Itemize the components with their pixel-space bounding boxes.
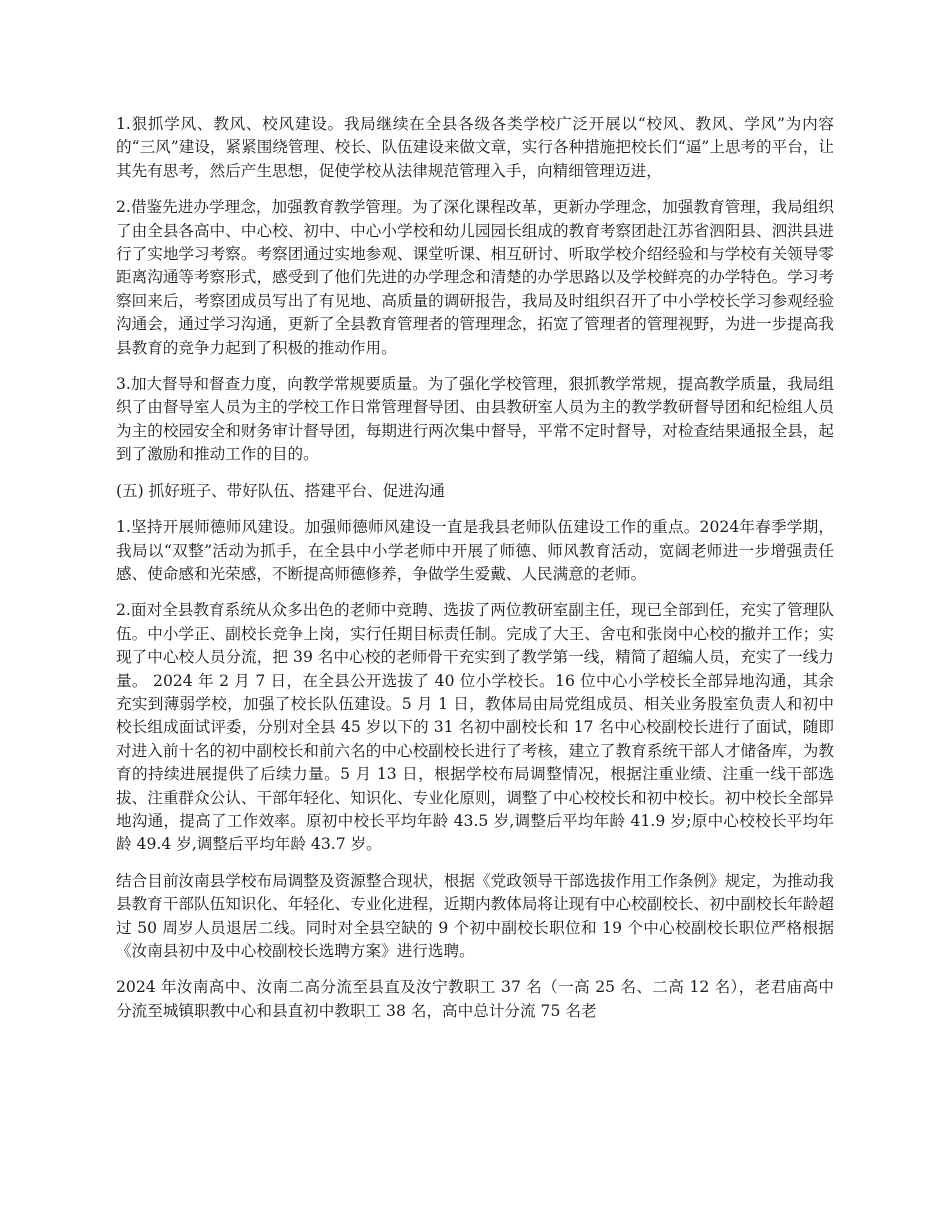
paragraph-advanced-concepts: 2.借鉴先进办学理念，加强教育教学管理。为了深化课程改革，更新办学理念，加强教育管理，我局组织了由全县各高中、中心校、初中、中心小学校和幼儿园园长组成的教育考察团赴江苏省泗阳县、泗洪县进行了实地学习考察。考察团通过实地参观、课堂听课、相互研讨、听取学校介绍经验和与学校有关领导零距离沟通等考察形式，感受到了他们先进的办学理念和清楚的办学思路以及学校鲜亮的办学特色。学习考察回来后，考察团成员写出了有见地、高质量的调研报告，我局及时组织召开了中小学校长学习参观经验沟通会，通过学习沟通，更新了全县教育管理者的管理理念，拓宽了管理者的管理视野，为进一步提高我县教育的竞争力起到了积极的推动作用。: [116, 198, 834, 357]
section-heading-five: (五) 抓好班子、带好队伍、搭建平台、促进沟通: [116, 481, 445, 500]
paragraph-layout-adjustment: 结合目前汝南县学校布局调整及资源整合现状，根据《党政领导干部选拔作用工作条例》规定，为推动我县教育干部队伍知识化、年轻化、专业化进程，近期内教体局将让现有中心校副校长、初中副校长年龄超过 50 周岁人员退居二线。同时对全县空缺的 9 个初中副校长职位和 19 个中心校副校长职位严格根据《汝南县初中及中心校副校长选聘方案》进行选聘。: [116, 871, 834, 960]
paragraph-teacher-ethics: 1.坚持开展师德师风建设。加强师德师风建设一直是我县老师队伍建设工作的重点。2024年春季学期，我局以“双整”活动为抓手，在全县中小学老师中开展了师德、师风教育活动，宽阔老师进一步增强责任感、使命感和光荣感，不断提高师德修养，争做学生爱戴、人民满意的老师。: [116, 518, 834, 583]
paragraph-staff-diversion: 2024 年汝南高中、汝南二高分流至县直及汝宁教职工 37 名（一高 25 名、二高 12 名），老君庙高中分流至城镇职教中心和县直初中教职工 38 名，高中总计分流 75 名老: [116, 978, 834, 1020]
paragraph-supervision: 3.加大督导和督查力度，向教学常规要质量。为了强化学校管理，狠抓教学常规，提高教学质量，我局组织了由督导室人员为主的学校工作日常管理督导团、由县教研室人员为主的教学教研督导团和纪检组人员为主的校园安全和财务审计督导团，每期进行两次集中督导，平常不定时督导，对检查结果通报全县，起到了激励和推动工作的目的。: [116, 375, 834, 464]
document-body: [116, 113, 834, 1036]
paragraph-staff-selection: 2.面对全县教育系统从众多出色的老师中竞聘、选拔了两位教研室副主任，现已全部到任，充实了管理队伍。中小学正、副校长竞争上岗，实行任期目标责任制。完成了大王、舍屯和张岗中心校的撤并工作；实现了中心校人员分流，把 39 名中心校的老师骨干充实到了教学第一线，精简了超编人员，充实了一线力量。 2024 年 2 月 7 日，在全县公开选拔了 40 位小学校长。16 位中心小学校长全部异地沟通，其余充实到薄弱学校，加强了校长队伍建设。5 月 1 日，教体局由局党组成员、相关业务股室负责人和初中校长组成面试评委，分别对全县 45 岁以下的 31 名初中副校长和 17 名中心校副校长进行了面试，随即对进入前十名的初中副校长和前六名的中心校副校长进行了考核，建立了教育系统干部人才储备库，为教育的持续进展提供了后续力量。5 月 13 日，根据学校布局调整情况，根据注重业绩、注重一线干部选拔、注重群众公认、干部年轻化、知识化、专业化原则，调整了中心校校长和初中校长。初中校长全部异地沟通，提高了工作效率。原初中校长平均年龄 43.5 岁,调整后平均年龄 41.9 岁;原中心校校长平均年龄 49.4 岁,调整后平均年龄 43.7 岁。: [116, 601, 834, 854]
paragraph-style-building: 1.狠抓学风、教风、校风建设。我局继续在全县各级各类学校广泛开展以“校风、教风、学风”为内容的“三风”建设，紧紧围绕管理、校长、队伍建设来做文章，实行各种措施把校长们“逼”上思考的平台，让其先有思考，然后产生思想，促使学校从法律规范管理入手，向精细管理迈进，: [116, 115, 835, 180]
